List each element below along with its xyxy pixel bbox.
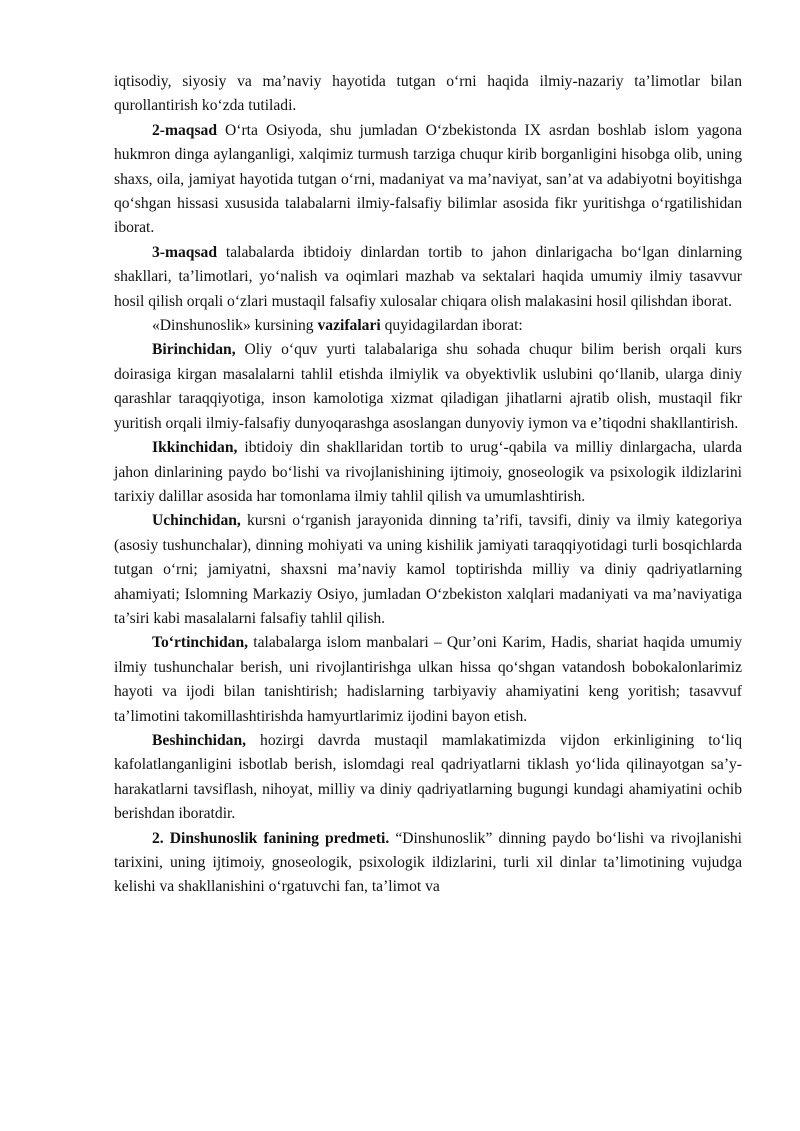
paragraph-tasks-intro: «Dinshunoslik» kursining vazifalari quyidagilardan iborat: (152, 317, 523, 335)
paragraph-lead: Beshinchidan, (152, 731, 247, 749)
paragraph-task-3: Uchinchidan, kursni o‘rganish jarayonida dinning ta’rifi, tavsifi, diniy va ilmiy kategoriya (asosiy tushunchalar), dinning mohiyati va uning kishilik jamiyati taraqqiyotidagi turli bosqichlarda tutgan o‘rni; jamiyatni, shaxsni ma’naviy kamol toptirishda milliy va diniy qadriyatlarning ahamiyati; Islomning Markaziy Osiyo, jumladan O‘zbekiston xalqlari madaniyati va ma’naviyatiga ta’siri kabi masalalarni falsafiy tahlil qilish. (114, 512, 742, 627)
paragraph-lead: Birinchidan, (152, 341, 236, 359)
paragraph-lead: Ikkinchidan, (152, 439, 238, 457)
paragraph-lead: Uchinchidan, (152, 512, 241, 530)
section-heading: 2. Dinshunoslik fanining predmeti. (152, 829, 390, 847)
paragraph-goal-2: 2-maqsad O‘rta Osiyoda, shu jumladan O‘zbekistonda IX asrdan boshlab islom yagona hukmron dinga aylanganligi, xalqimiz turmush tarziga chuqur kirib borganligini hisobga olib, uning shaxs, oila, jamiyat hayotida tutgan o‘rni, madaniyat va ma’naviyat, san’at va adabiyotni boyitishga qo‘shgan hissasi xususida talabalarni ilmiy-falsafiy bilimlar asosida fikr yuritishga o‘rgatilishidan iborat. (114, 121, 742, 237)
paragraph-continuation: iqtisodiy, siyosiy va ma’naviy hayotida tutgan o‘rni haqida ilmiy-nazariy ta’limotlar bilan qurollantirish ko‘zda tutiladi. (114, 73, 742, 115)
paragraph-task-2: Ikkinchidan, ibtidoiy din shakllaridan tortib to urug‘-qabila va milliy dinlargacha, ularda jahon dinlarining paydo bo‘lishi va rivojlanishining ijtimoiy, gnoseologik va psixologik ildizlarini tarixiy dalillar asosida har tomonlama ilmiy tahlil qilish va umumlashtirish. (114, 439, 742, 505)
document-page (114, 70, 742, 900)
paragraph-lead: 3-maqsad (152, 243, 217, 261)
paragraph-goal-3: 3-maqsad talabalarda ibtidoiy dinlardan tortib to jahon dinlarigacha bo‘lgan dinlarning shakllari, ta’limotlari, yo‘nalish va oqimlari mazhab va sektalari haqida umumiy ilmiy tasavvur hosil qilish orqali o‘zlari mustaqil falsafiy xulosalar chiqara olish malakasini hosil qilishdan iborat. (114, 243, 742, 310)
paragraph-task-4: To‘rtinchidan, talabalarga islom manbalari – Qur’oni Karim, Hadis, shariat haqida umumiy ilmiy tushunchalar berish, uni rivojlantirishga ulkan hissa qo‘shgan vatandosh bobokalonlarimiz hayoti va ijodi bilan tanishtirish; hadislarning tarbiyaviy ahamiyatini keng yoritish; tasavvuf ta’limotini takomillashtirishda hamyurtlarimiz ijodini bayon etish. (114, 634, 742, 725)
paragraph-task-1: Birinchidan, Oliy o‘quv yurti talabalariga shu sohada chuqur bilim berish orqali kurs doirasiga kirgan masalalarni tahlil etishda ilmiylik va obyektivlik uslubini qo‘llanib, ularga diniy qarashlar taraqqiyotiga, inson kamolotiga xizmat qiladigan jihatlarni ajratib olish, mustaqil fikr yuritish orqali ilmiy-falsafiy dunyoqarashga asoslangan dunyoviy iymon va e’tiqodni shakllantirish. (114, 341, 742, 432)
paragraph-lead: 2-maqsad (152, 121, 217, 139)
paragraph-lead: vazifalari (317, 317, 381, 335)
paragraph-lead: To‘rtinchidan, (152, 634, 249, 652)
paragraph-subject: 2. Dinshunoslik fanining predmeti. “Dinshunoslik” dinning paydo bo‘lishi va rivojlanishi tarixini, uning ijtimoiy, gnoseologik, psixologik ildizlarini, turli xil dinlar ta’limotining vujudga kelishi va shakllanishini o‘rgatuvchi fan, ta’limot va (114, 829, 742, 896)
paragraph-task-5: Beshinchidan, hozirgi davrda mustaqil mamlakatimizda vijdon erkinligining to‘liq kafolatlanganligini isbotlab berish, islomdagi real qadriyatlarni tiklash yo‘lida qilinayotgan sa’y-harakatlarni tavsiflash, nihoyat, milliy va diniy qadriyatlarning bugungi kundagi ahamiyatini ochib berishdan iboratdir. (114, 731, 742, 823)
